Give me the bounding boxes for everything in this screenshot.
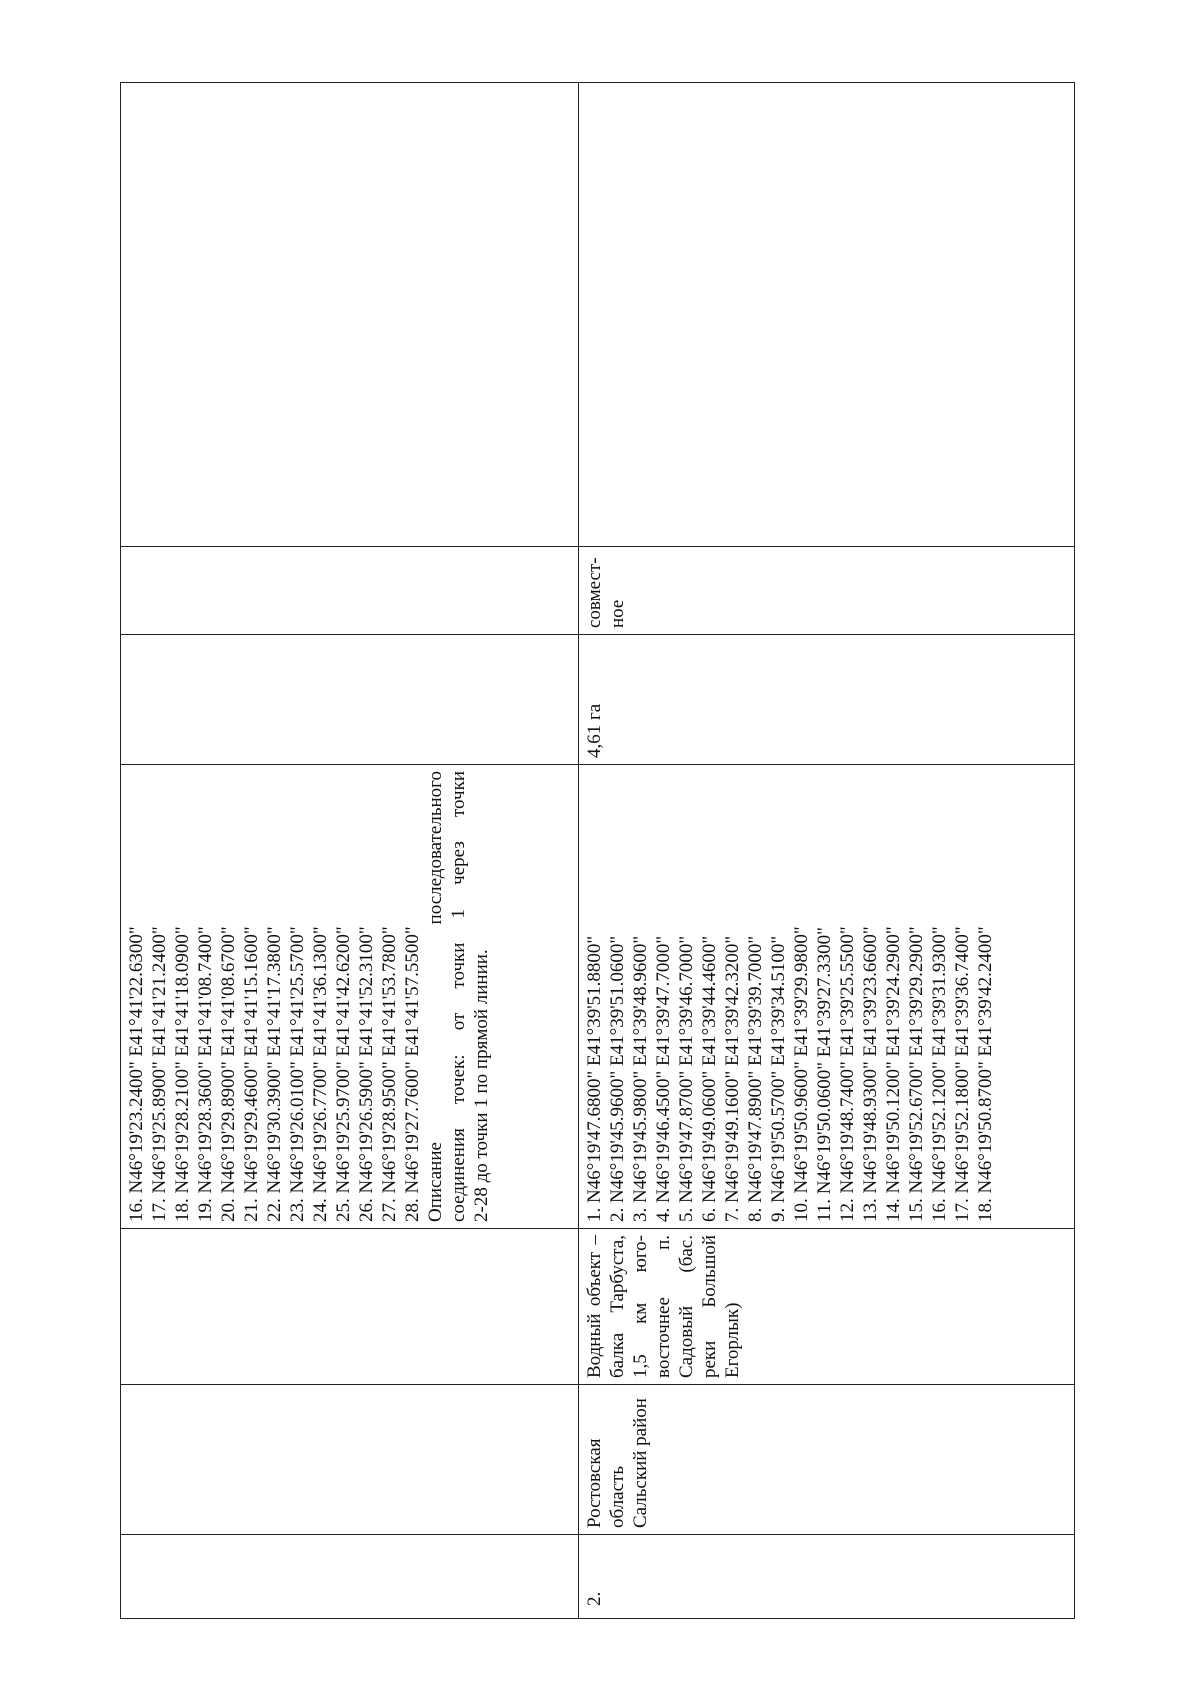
- table-row: [579, 83, 1075, 1619]
- coordinates-cell: [579, 765, 1075, 1229]
- coordinate-line: 25. N46°19'25.9700" E41°41'42.6200": [333, 926, 354, 1222]
- coordinate-line: 2. N46°19'45.9600" E41°39'51.0600": [607, 935, 628, 1222]
- coordinate-line: 18. N46°19'28.2100" E41°41'18.0900": [172, 926, 193, 1222]
- coordinate-line: 24. N46°19'26.7700" E41°41'36.1300": [310, 926, 331, 1222]
- coordinate-line: 23. N46°19'26.0100" E41°41'25.5700": [287, 926, 308, 1222]
- coordinate-line: 6. N46°19'49.0600" E41°39'44.4600": [699, 935, 720, 1222]
- extra-cell-empty: [121, 83, 579, 547]
- extra-cell-empty: [579, 83, 1075, 547]
- coordinate-line: 15. N46°19'52.6700" E41°39'29.2900": [906, 926, 927, 1222]
- usage-cell-empty: [121, 547, 579, 635]
- coordinate-line: 17. N46°19'52.1800" E41°39'36.7400": [952, 926, 973, 1222]
- coordinate-line: 8. N46°19'47.8900" E41°39'39.7000": [745, 935, 766, 1222]
- coordinate-line: 20. N46°19'29.8900" E41°41'08.6700": [218, 926, 239, 1222]
- region-cell: Ростовская область Сальский район: [579, 1385, 1075, 1535]
- coordinate-list: [125, 771, 424, 1222]
- rotated-document-sheet: [120, 83, 1074, 1619]
- water-object-cell: Водный объект – балка Тарбуста, 1,5 км юго-восточнее п. Садовый (бас. реки Большой Егорлык): [579, 1229, 1075, 1385]
- coordinate-line: 27. N46°19'28.9500" E41°41'53.7800": [379, 926, 400, 1222]
- description-second-line: соединения точек: от точки 1 через точки: [448, 771, 469, 1222]
- coordinate-list: [583, 771, 997, 1222]
- water-object-cell-empty: [121, 1229, 579, 1385]
- coordinate-line: 16. N46°19'52.1200" E41°39'31.9300": [929, 926, 950, 1222]
- coordinate-line: 10. N46°19'50.9600" E41°39'29.9800": [791, 926, 812, 1222]
- coordinate-line: 12. N46°19'48.7400" E41°39'25.5500": [837, 926, 858, 1222]
- coordinate-line: 3. N46°19'45.9800" E41°39'48.9600": [630, 935, 651, 1222]
- coordinate-line: 1. N46°19'47.6800" E41°39'51.8800": [584, 935, 605, 1222]
- coordinate-line: 16. N46°19'23.2400" E41°41'22.6300": [126, 926, 147, 1222]
- coordinate-line: 17. N46°19'25.8900" E41°41'21.2400": [149, 926, 170, 1222]
- row-number-cell-empty: [121, 1535, 579, 1619]
- coordinate-line: 21. N46°19'29.4600" E41°41'15.1600": [241, 926, 262, 1222]
- coordinate-line: 7. N46°19'49.1600" E41°39'42.3200": [722, 935, 743, 1222]
- region-cell-empty: [121, 1385, 579, 1535]
- area-cell: 4,61 га: [579, 635, 1075, 765]
- coordinate-line: 14. N46°19'50.1200" E41°39'24.2900": [883, 926, 904, 1222]
- coordinate-line: 13. N46°19'48.9300" E41°39'23.6600": [860, 926, 881, 1222]
- table-row-continued: [121, 83, 579, 1619]
- coordinate-line: 5. N46°19'47.8700" E41°39'46.7000": [676, 935, 697, 1222]
- coordinate-line: 18. N46°19'50.8700" E41°39'42.2400": [975, 926, 996, 1222]
- coordinate-line: 9. N46°19'50.5700" E41°39'34.5100": [768, 935, 789, 1222]
- coordinate-line: 26. N46°19'26.5900" E41°41'52.3100": [356, 926, 377, 1222]
- coordinate-line: 19. N46°19'28.3600" E41°41'08.7400": [195, 926, 216, 1222]
- description-last-line: 2-28 до точки 1 по прямой линии.: [471, 949, 492, 1222]
- area-cell-empty: [121, 635, 579, 765]
- coordinate-line: 28. N46°19'27.7600" E41°41'57.5500": [402, 926, 423, 1222]
- row-number: 2.: [579, 1535, 1075, 1619]
- usage-text: совмест- ное: [584, 557, 628, 628]
- water-objects-table: [120, 82, 1075, 1619]
- description-first-line: Описание последовательного: [425, 771, 446, 1222]
- usage-cell: [579, 547, 1075, 635]
- coordinate-line: 22. N46°19'30.3900" E41°41'17.3800": [264, 926, 285, 1222]
- coordinate-line: 4. N46°19'46.4500" E41°39'47.7000": [653, 935, 674, 1222]
- coordinates-cell: [121, 765, 579, 1229]
- coordinate-line: 11. N46°19'50.0600" E41°39'27.3300": [814, 927, 835, 1222]
